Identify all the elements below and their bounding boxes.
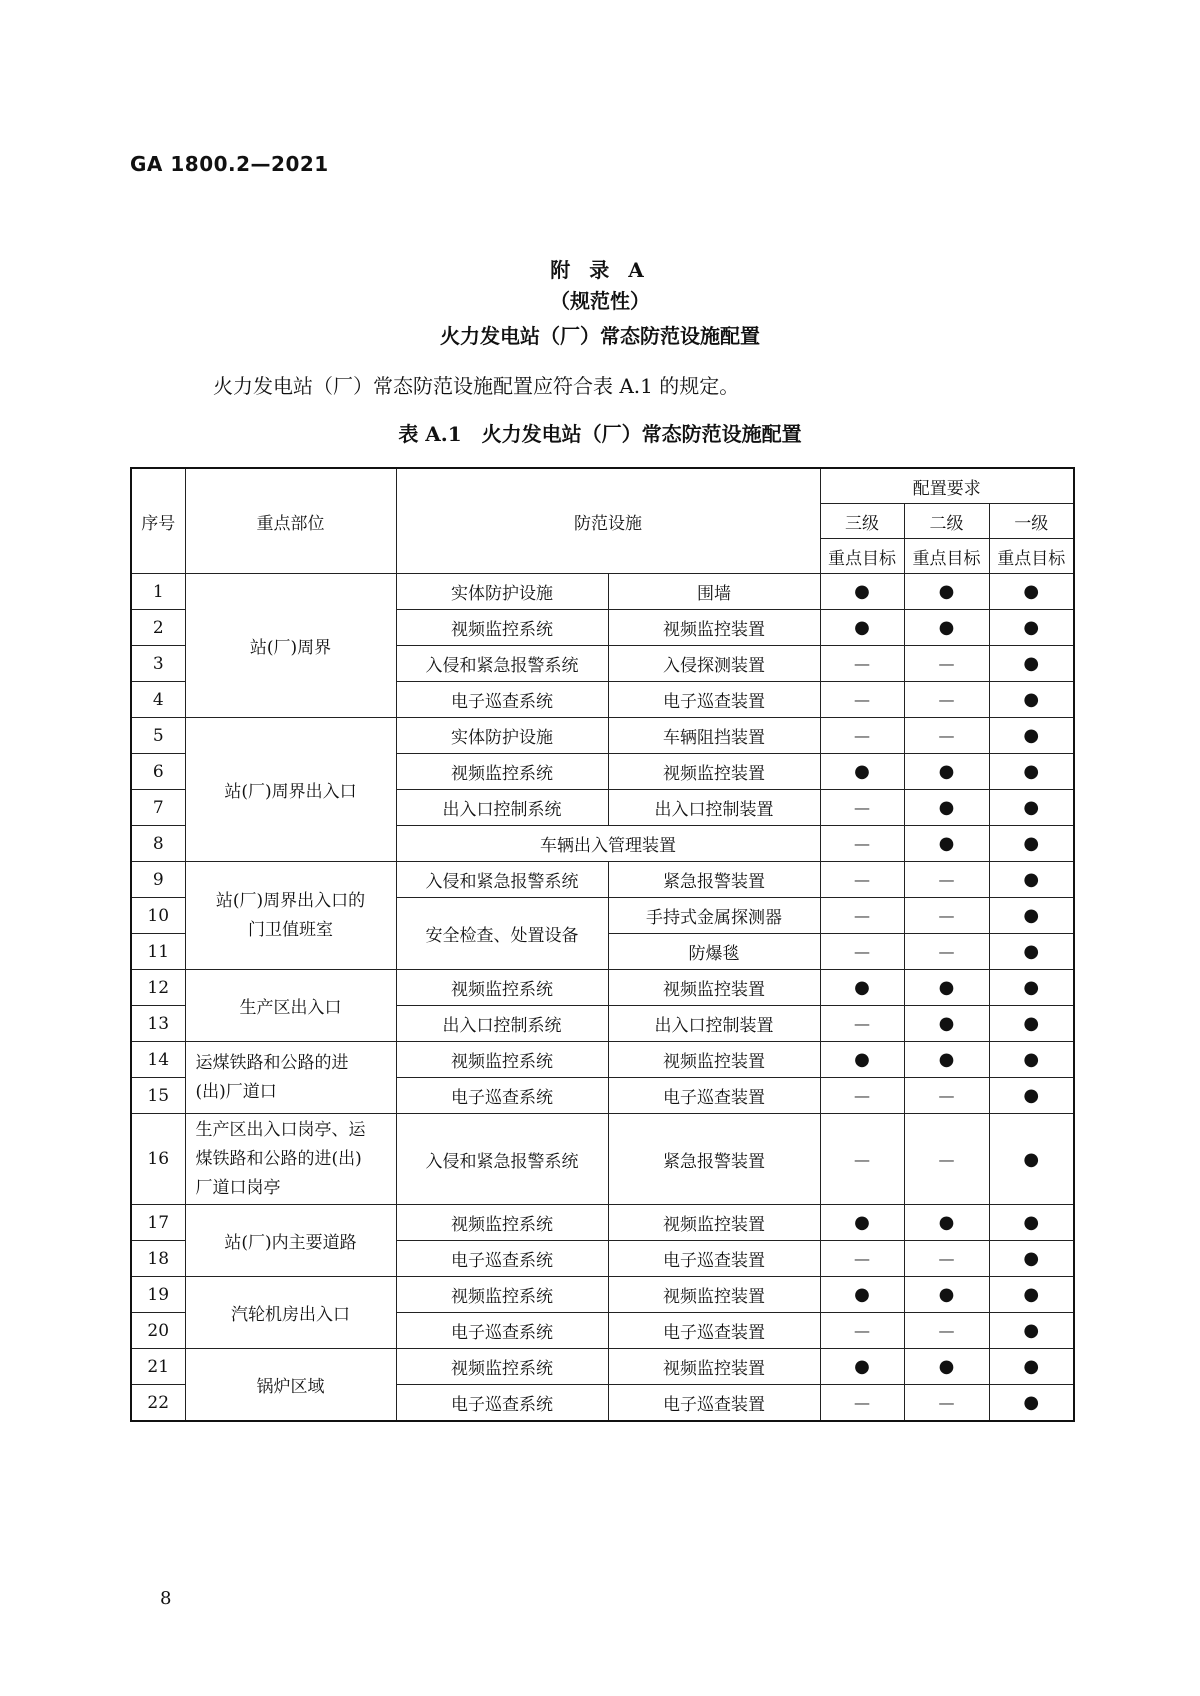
seq-cell: 20 [131,1313,185,1349]
system-cell: 电子巡查系统 [396,1078,608,1114]
device-cell: 电子巡查装置 [608,682,820,718]
system-cell: 视频监控系统 [396,1205,608,1241]
table-row [131,1205,1074,1241]
device-cell: 入侵探测装置 [608,646,820,682]
level1-mark: ● [989,790,1074,826]
level1-mark: ● [989,1385,1074,1422]
level2-mark: — [904,898,989,934]
system-cell: 视频监控系统 [396,610,608,646]
location-cell [185,862,396,970]
table-caption: 表 A.1 火力发电站（厂）常态防范设施配置 [398,422,802,446]
level3-mark: ● [820,1277,904,1313]
device-cell: 电子巡查装置 [608,1385,820,1422]
location-line: (出)厂道口 [195,1081,277,1102]
seq-cell: 12 [131,970,185,1006]
level3-mark: ● [820,574,904,610]
standard-id: GA 1800.2—2021 [130,152,329,176]
seq-cell: 3 [131,646,185,682]
location-cell [185,1042,396,1114]
appendix-name: 火力发电站（厂）常态防范设施配置 [440,324,760,348]
seq-cell: 1 [131,574,185,610]
level3-mark: — [820,826,904,862]
level3-mark: — [820,862,904,898]
level2-mark: — [904,682,989,718]
device-cell: 视频监控装置 [608,754,820,790]
level2-mark: — [904,1241,989,1277]
seq-cell: 22 [131,1385,185,1422]
level1-mark: ● [989,1349,1074,1385]
level1-mark: ● [989,718,1074,754]
header-config: 配置要求 [820,468,1074,504]
location-line: 门卫值班室 [248,919,333,940]
header-level3-target: 重点目标 [820,539,904,574]
level3-mark: — [820,1313,904,1349]
level3-mark: ● [820,970,904,1006]
system-cell: 视频监控系统 [396,1042,608,1078]
table-row [131,574,1074,610]
level3-mark: ● [820,1042,904,1078]
location-cell: 生产区出入口 [185,970,396,1042]
table-row [131,718,1074,754]
device-cell: 出入口控制装置 [608,1006,820,1042]
device-cell: 防爆毯 [608,934,820,970]
system-cell: 视频监控系统 [396,1349,608,1385]
level1-mark: ● [989,1205,1074,1241]
table-row [131,1114,1074,1205]
system-cell: 出入口控制系统 [396,790,608,826]
level3-mark: ● [820,1205,904,1241]
level2-mark: ● [904,1349,989,1385]
level3-mark: — [820,646,904,682]
system-cell: 实体防护设施 [396,718,608,754]
level3-mark: ● [820,754,904,790]
seq-cell: 9 [131,862,185,898]
header-level1-target: 重点目标 [989,539,1074,574]
location-cell: 站(厂)内主要道路 [185,1205,396,1277]
level3-mark: — [820,898,904,934]
level2-mark: — [904,1114,989,1205]
page-number: 8 [160,1588,172,1609]
level2-mark: ● [904,1205,989,1241]
system-cell: 视频监控系统 [396,970,608,1006]
header-level2-target: 重点目标 [904,539,989,574]
location-cell: 站(厂)周界 [185,574,396,718]
location-line: 厂道口岗亭 [195,1177,281,1198]
system-cell: 电子巡查系统 [396,1241,608,1277]
facility-config-table [130,467,1075,1422]
system-cell: 电子巡查系统 [396,682,608,718]
device-cell: 视频监控装置 [608,1349,820,1385]
table-row [131,1349,1074,1385]
location-line: 站(厂)周界出入口的 [215,890,366,911]
seq-cell: 15 [131,1078,185,1114]
level2-mark: — [904,1313,989,1349]
level3-mark: — [820,682,904,718]
device-cell: 车辆阻挡装置 [608,718,820,754]
table-row [131,862,1074,898]
level3-mark: — [820,1114,904,1205]
table-row [131,1042,1074,1078]
system-cell: 安全检查、处置设备 [396,898,608,970]
system-cell: 电子巡查系统 [396,1385,608,1422]
seq-cell: 21 [131,1349,185,1385]
seq-cell: 14 [131,1042,185,1078]
system-cell: 入侵和紧急报警系统 [396,646,608,682]
system-cell: 视频监控系统 [396,754,608,790]
level2-mark: ● [904,970,989,1006]
seq-cell: 16 [131,1114,185,1205]
header-seq: 序号 [131,468,185,574]
header-row [131,468,1074,504]
seq-cell: 4 [131,682,185,718]
level3-mark: — [820,790,904,826]
level1-mark: ● [989,754,1074,790]
level3-mark: — [820,1241,904,1277]
level1-mark: ● [989,1006,1074,1042]
seq-cell: 6 [131,754,185,790]
system-cell: 视频监控系统 [396,1277,608,1313]
level1-mark: ● [989,1313,1074,1349]
level1-mark: ● [989,610,1074,646]
device-cell: 紧急报警装置 [608,862,820,898]
system-cell: 出入口控制系统 [396,1006,608,1042]
location-cell: 锅炉区域 [185,1349,396,1422]
seq-cell: 10 [131,898,185,934]
device-cell: 视频监控装置 [608,1277,820,1313]
appendix-nature: （规范性） [550,289,650,313]
location-line: 生产区出入口岗亭、运 [195,1119,366,1140]
seq-cell: 5 [131,718,185,754]
seq-cell: 8 [131,826,185,862]
appendix-title: 附 录 A [550,258,650,282]
level1-mark: ● [989,970,1074,1006]
seq-cell: 17 [131,1205,185,1241]
level2-mark: ● [904,754,989,790]
level2-mark: ● [904,1006,989,1042]
level3-mark: — [820,934,904,970]
level1-mark: ● [989,862,1074,898]
level2-mark: ● [904,790,989,826]
device-cell: 电子巡查装置 [608,1078,820,1114]
device-cell: 视频监控装置 [608,970,820,1006]
table-row [131,1277,1074,1313]
device-cell: 电子巡查装置 [608,1313,820,1349]
level1-mark: ● [989,1042,1074,1078]
level1-mark: ● [989,574,1074,610]
header-facility: 防范设施 [396,468,820,574]
device-cell: 视频监控装置 [608,1042,820,1078]
level3-mark: ● [820,610,904,646]
seq-cell: 2 [131,610,185,646]
level2-mark: — [904,646,989,682]
device-cell: 紧急报警装置 [608,1114,820,1205]
level2-mark: ● [904,1042,989,1078]
header-level2: 二级 [904,504,989,539]
level1-mark: ● [989,1277,1074,1313]
level2-mark: — [904,1385,989,1422]
level1-mark: ● [989,934,1074,970]
seq-cell: 19 [131,1277,185,1313]
header-location: 重点部位 [185,468,396,574]
location-cell: 站(厂)周界出入口 [185,718,396,862]
level1-mark: ● [989,646,1074,682]
level3-mark: — [820,1006,904,1042]
level2-mark: ● [904,610,989,646]
location-line: 煤铁路和公路的进(出) [195,1148,362,1169]
device-cell: 视频监控装置 [608,1205,820,1241]
level3-mark: ● [820,1349,904,1385]
level2-mark: ● [904,1277,989,1313]
header-level3: 三级 [820,504,904,539]
header-level1: 一级 [989,504,1074,539]
location-cell: 汽轮机房出入口 [185,1277,396,1349]
system-cell: 车辆出入管理装置 [396,826,820,862]
level3-mark: — [820,718,904,754]
level2-mark: — [904,1078,989,1114]
device-cell: 手持式金属探测器 [608,898,820,934]
level1-mark: ● [989,682,1074,718]
level1-mark: ● [989,1241,1074,1277]
device-cell: 视频监控装置 [608,610,820,646]
level3-mark: — [820,1385,904,1422]
device-cell: 电子巡查装置 [608,1241,820,1277]
level1-mark: ● [989,826,1074,862]
level1-mark: ● [989,898,1074,934]
system-cell: 入侵和紧急报警系统 [396,862,608,898]
seq-cell: 13 [131,1006,185,1042]
table-row [131,970,1074,1006]
seq-cell: 11 [131,934,185,970]
seq-cell: 18 [131,1241,185,1277]
location-cell [185,1114,396,1205]
level2-mark: — [904,862,989,898]
level2-mark: — [904,718,989,754]
system-cell: 电子巡查系统 [396,1313,608,1349]
location-line: 运煤铁路和公路的进 [195,1052,349,1073]
seq-cell: 7 [131,790,185,826]
level3-mark: — [820,1078,904,1114]
level1-mark: ● [989,1078,1074,1114]
device-cell: 出入口控制装置 [608,790,820,826]
level2-mark: — [904,934,989,970]
intro-paragraph: 火力发电站（厂）常态防范设施配置应符合表 A.1 的规定。 [213,374,740,398]
level2-mark: ● [904,574,989,610]
system-cell: 实体防护设施 [396,574,608,610]
device-cell: 围墙 [608,574,820,610]
level1-mark: ● [989,1114,1074,1205]
system-cell: 入侵和紧急报警系统 [396,1114,608,1205]
level2-mark: ● [904,826,989,862]
